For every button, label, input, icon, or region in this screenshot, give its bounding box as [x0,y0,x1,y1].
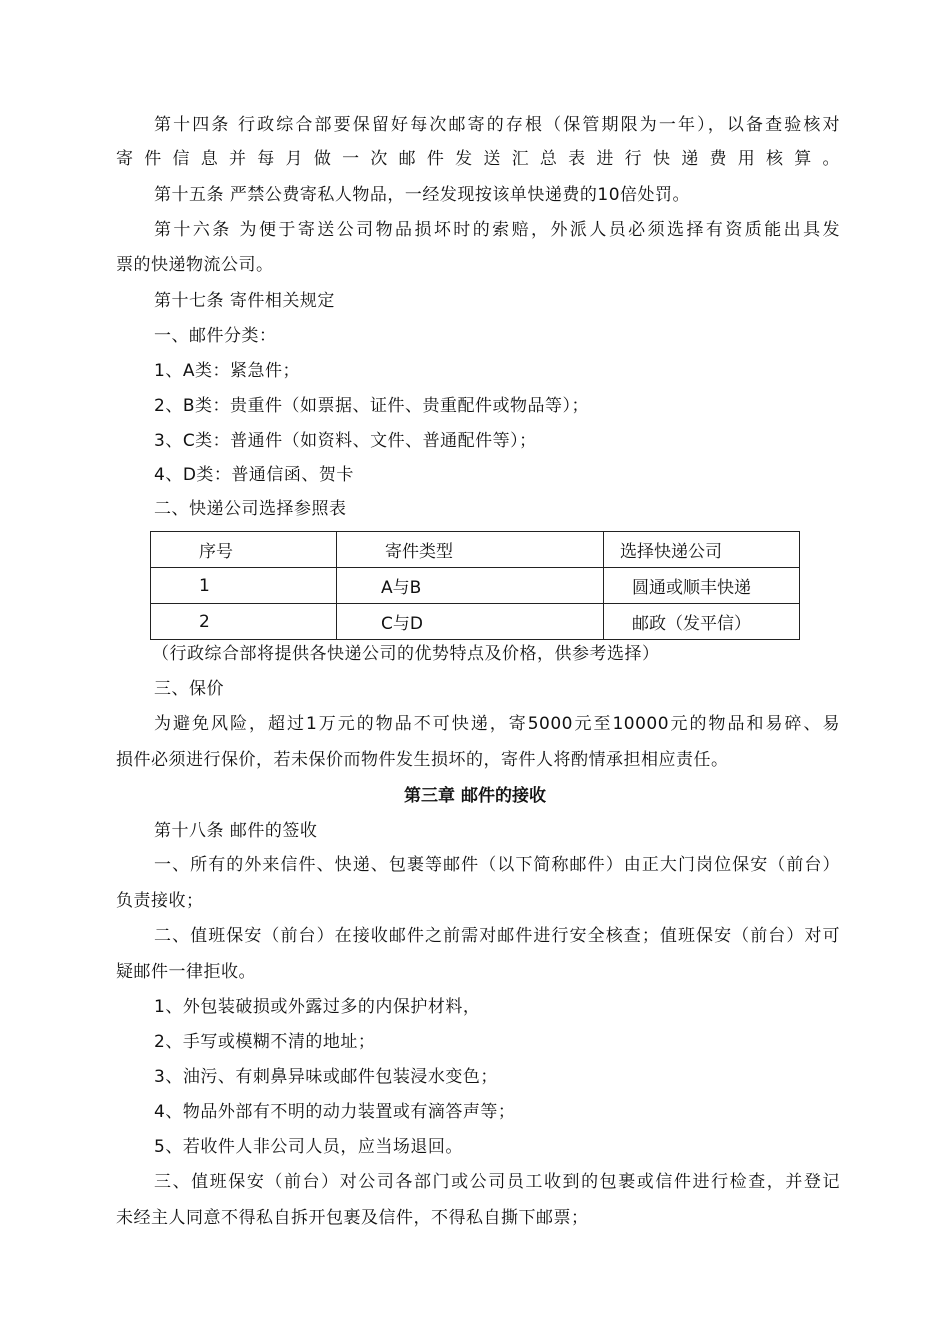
category-d: 4、D类：普通信函、贺卡 [154,465,354,485]
receive-2-line-2: 疑邮件一律拒收。 [116,962,256,982]
table-header-row [151,532,800,568]
table-cell: 1 [151,568,337,604]
table-note: （行政综合部将提供各快递公司的优势特点及价格，供参考选择） [152,644,660,664]
header-cell: 序号 [151,532,337,568]
receive-3-line-1: 三、值班保安（前台）对公司各部门或公司员工收到的包裹或信件进行检查，并登记 [154,1172,840,1192]
article-18: 第十八条 邮件的签收 [154,821,318,841]
suspicious-item-1: 1、外包装破损或外露过多的内保护材料， [154,997,481,1017]
section-courier-table: 二、快递公司选择参照表 [154,499,347,519]
receive-1-line-2: 负责接收； [116,891,204,911]
table-cell: C与D [337,604,604,640]
table-cell: A与B [337,568,604,604]
chapter-3-heading: 第三章 邮件的接收 [404,786,546,806]
category-c: 3、C类：普通件（如资料、文件、普通配件等）； [154,431,537,451]
courier-reference-table [150,531,800,640]
receive-3-line-2: 未经主人同意不得私自拆开包裹及信件，不得私自撕下邮票； [116,1208,589,1228]
table-cell: 2 [151,604,337,640]
article-15: 第十五条 严禁公费寄私人物品，一经发现按该单快递费的10倍处罚。 [154,185,691,205]
suspicious-item-4: 4、物品外部有不明的动力装置或有滴答声等； [154,1102,516,1122]
article-17: 第十七条 寄件相关规定 [154,291,335,311]
table-cell: 邮政（发平信） [604,604,800,640]
category-b: 2、B类：贵重件（如票据、证件、贵重配件或物品等）； [154,396,589,416]
header-cell: 选择快递公司 [604,532,800,568]
article-16-line-1: 第十六条 为便于寄送公司物品损坏时的索赔，外派人员必须选择有资质能出具发 [154,220,840,240]
header-cell: 寄件类型 [337,532,604,568]
article-14-line-1: 第十四条 行政综合部要保留好每次邮寄的存根（保管期限为一年），以备查验核对 [154,115,840,135]
suspicious-item-2: 2、手写或模糊不清的地址； [154,1032,376,1052]
section-mail-categories: 一、邮件分类： [154,326,277,346]
suspicious-item-3: 3、油污、有刺鼻异味或邮件包装浸水变色； [154,1067,498,1087]
table-row [151,568,800,604]
category-a: 1、A类：紧急件； [154,361,300,381]
article-14-line-2: 寄件信息并每月做一次邮件发送汇总表进行快递费用核算。 [116,149,840,169]
insurance-line-2: 损件必须进行保价，若未保价而物件发生损坏的，寄件人将酌情承担相应责任。 [116,750,729,770]
table-cell: 圆通或顺丰快递 [604,568,800,604]
receive-2-line-1: 二、值班保安（前台）在接收邮件之前需对邮件进行安全核查；值班保安（前台）对可 [154,926,840,946]
section-insurance: 三、保价 [154,679,224,699]
insurance-line-1: 为避免风险，超过1万元的物品不可快递，寄5000元至10000元的物品和易碎、易 [154,714,840,734]
article-16-line-2: 票的快递物流公司。 [116,255,274,275]
table-row [151,604,800,640]
suspicious-item-5: 5、若收件人非公司人员，应当场退回。 [154,1137,463,1157]
receive-1-line-1: 一、所有的外来信件、快递、包裹等邮件（以下简称邮件）由正大门岗位保安（前台） [154,855,840,875]
